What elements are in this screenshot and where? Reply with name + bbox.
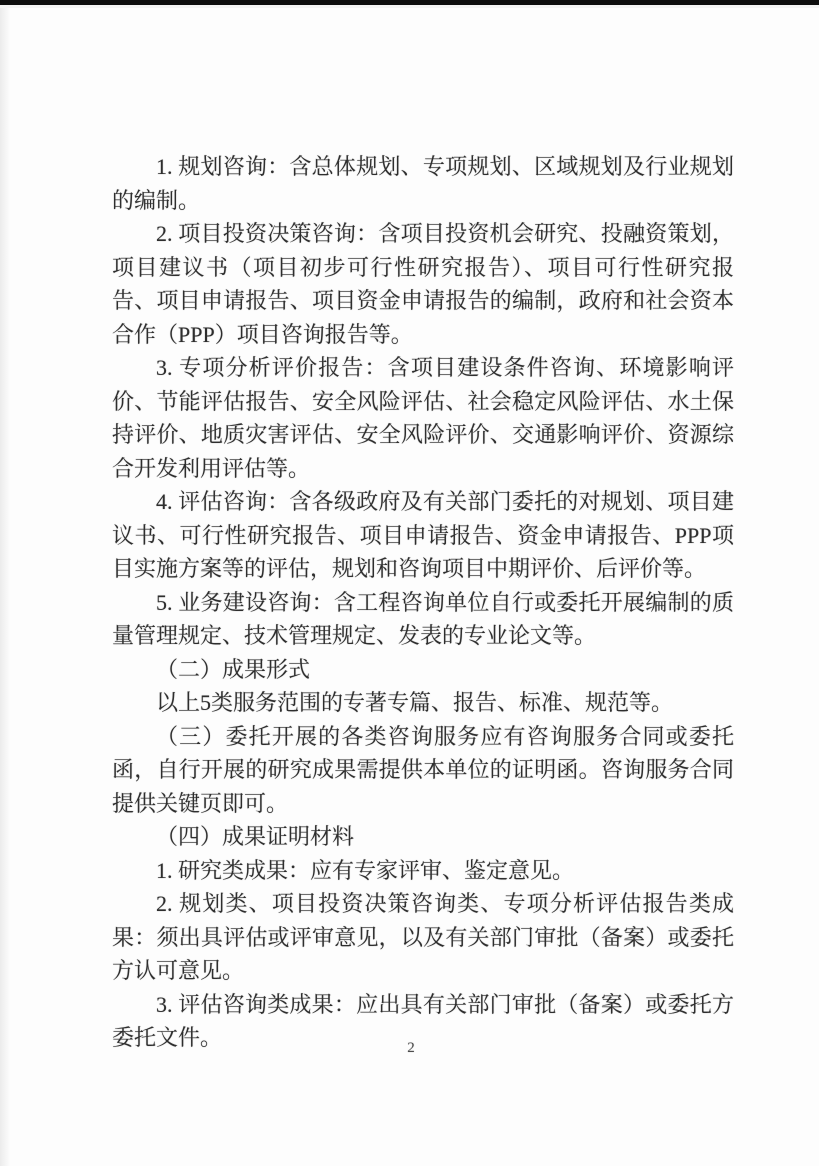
paragraph: 1. 规划咨询：含总体规划、专项规划、区域规划及行业规划的编制。 <box>112 154 734 213</box>
paragraph: 2. 项目投资决策咨询：含项目投资机会研究、投融资策划，项目建议书（项目初步可行性研究报告）、项目可行性研究报告、项目申请报告、项目资金申请报告的编制，政府和社会资本合作（PPP）项目咨询报告等。 <box>112 221 734 347</box>
document-body-text <box>112 150 734 1055</box>
page-number: 2 <box>407 1040 415 1056</box>
paragraph: （三）委托开展的各类咨询服务应有咨询服务合同或委托函，自行开展的研究成果需提供本单位的证明函。咨询服务合同提供关键页即可。 <box>112 723 734 816</box>
paragraph: （二）成果形式 <box>156 656 311 682</box>
scan-left-edge-shading <box>0 8 10 1166</box>
paragraph: 3. 专项分析评价报告：含项目建设条件咨询、环境影响评价、节能评估报告、安全风险评估、社会稳定风险评估、水土保持评价、地质灾害评估、安全风险评价、交通影响评价、资源综合开发利用评估等。 <box>112 355 734 481</box>
paragraph: 4. 评估咨询：含各级政府及有关部门委托的对规划、项目建议书、可行性研究报告、项目申请报告、资金申请报告、PPP项目实施方案等的评估，规划和咨询项目中期评价、后评价等。 <box>112 489 734 581</box>
paragraph: 以上5类服务范围的专著专篇、报告、标准、规范等。 <box>156 690 674 715</box>
scan-top-gap <box>0 5 819 8</box>
paragraph: 1. 研究类成果：应有专家评审、鉴定意见。 <box>156 857 575 883</box>
paragraph: 2. 规划类、项目投资决策咨询类、专项分析评估报告类成果：须出具评估或评审意见，以及有关部门审批（备案）或委托方认可意见。 <box>112 891 734 983</box>
paragraph: （四）成果证明材料 <box>156 824 355 849</box>
paragraph: 5. 业务建设咨询：含工程咨询单位自行或委托开展编制的质量管理规定、技术管理规定、发表的专业论文等。 <box>112 589 734 648</box>
paragraph: 3. 评估咨询类成果：应出具有关部门审批（备案）或委托方委托文件。 <box>112 991 734 1050</box>
